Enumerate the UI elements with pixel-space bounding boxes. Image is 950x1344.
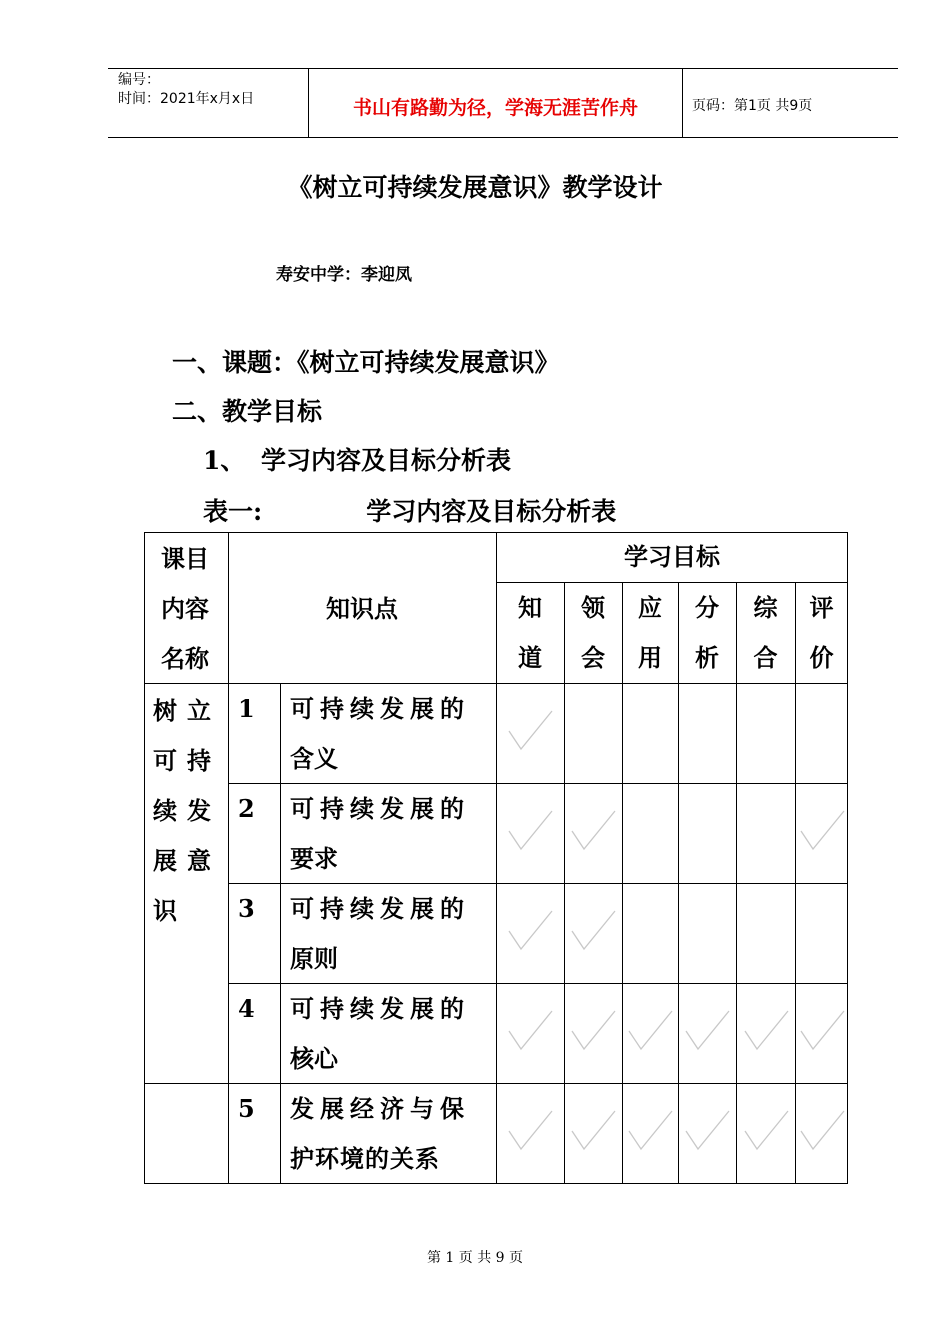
knowledge-point-line: 原则 [290, 944, 338, 973]
checkmark-icon [506, 1007, 554, 1055]
checkmark-icon [798, 1107, 846, 1155]
header-knowledge-point: 知识点 [326, 594, 398, 623]
goal-column-char: 合 [753, 643, 778, 672]
checkmark-icon [798, 1007, 846, 1055]
author-line: 寿安中学：李迎凤 [276, 265, 412, 285]
checkmark-icon [798, 807, 846, 855]
subsection-text: 学习内容及目标分析表 [261, 446, 512, 475]
checkmark-icon [506, 1107, 554, 1155]
checkmark-icon [742, 1007, 790, 1055]
knowledge-point-line: 护环境的关系 [290, 1144, 440, 1173]
header-learning-goals: 学习目标 [624, 542, 720, 571]
knowledge-point-text [290, 1084, 490, 1184]
knowledge-point-line: 核心 [290, 1044, 338, 1073]
checkmark-icon [569, 807, 617, 855]
goal-column-char: 综 [753, 593, 778, 622]
checkmark-icon [626, 1107, 674, 1155]
table-caption-label: 表一: [203, 497, 263, 526]
course-name-line: 树立 [153, 696, 221, 725]
course-name-line: 展意 [153, 846, 221, 875]
knowledge-point-line: 可持续发展的 [290, 994, 470, 1023]
row-number: 3 [238, 894, 255, 923]
row-number: 1 [238, 694, 255, 723]
course-name-line: 可持 [153, 746, 221, 775]
header-motto: 书山有路勤为径，学海无涯苦作舟 [352, 97, 638, 119]
course-name [153, 686, 223, 936]
header-meta [108, 69, 309, 137]
document-title: 《树立可持续发展意识》教学设计 [287, 173, 663, 202]
header-course-line: 课目 [161, 544, 209, 573]
checkmark-icon [506, 707, 554, 755]
goal-column-char: 用 [638, 643, 662, 672]
goal-column-char: 析 [695, 643, 719, 672]
table-caption-text: 学习内容及目标分析表 [366, 497, 617, 526]
time-label: 时间：2021年x月x日 [118, 91, 255, 107]
knowledge-point-line: 含义 [290, 744, 338, 773]
goal-column-header [678, 583, 736, 683]
header-page-cell [682, 69, 898, 137]
knowledge-point-text [290, 784, 490, 884]
knowledge-point-line: 可持续发展的 [290, 694, 470, 723]
knowledge-point-line: 可持续发展的 [290, 794, 470, 823]
goal-column-char: 价 [809, 643, 834, 672]
number-label: 编号： [118, 72, 160, 88]
goal-column-char: 道 [518, 643, 542, 672]
knowledge-point-line: 可持续发展的 [290, 894, 470, 923]
goal-column-char: 分 [695, 593, 719, 622]
goal-analysis-table [144, 532, 848, 1184]
knowledge-point-line: 要求 [290, 844, 338, 873]
knowledge-point-line: 发展经济与保 [290, 1094, 470, 1123]
goal-column-char: 会 [581, 643, 605, 672]
goal-column-header [622, 583, 678, 683]
goal-column-header [496, 583, 564, 683]
row-number: 2 [238, 794, 255, 823]
goal-column-header [795, 583, 848, 683]
course-name-line: 续发 [153, 796, 221, 825]
row-number: 5 [238, 1094, 255, 1123]
goal-column-char: 应 [638, 593, 662, 622]
knowledge-point-text [290, 884, 490, 984]
checkmark-icon [569, 1107, 617, 1155]
header-course-name [158, 534, 212, 684]
checkmark-icon [569, 907, 617, 955]
header-course-line: 内容 [161, 594, 209, 623]
goal-column-char: 知 [518, 593, 542, 622]
checkmark-icon [742, 1107, 790, 1155]
checkmark-icon [683, 1107, 731, 1155]
section-heading-topic: 一、课题：《树立可持续发展意识》 [172, 348, 560, 377]
header-band [108, 68, 898, 138]
header-page-info: 页码：第1页 共9页 [692, 98, 813, 114]
row-number: 4 [238, 994, 255, 1023]
checkmark-icon [506, 907, 554, 955]
checkmark-icon [683, 1007, 731, 1055]
checkmark-icon [506, 807, 554, 855]
subsection-number: 1、 [203, 446, 246, 475]
subsection-heading [203, 441, 511, 477]
header-motto-cell [309, 69, 683, 137]
goal-column-header [736, 583, 795, 683]
goal-column-char: 领 [581, 593, 605, 622]
header-course-line: 名称 [161, 644, 209, 673]
checkmark-icon [626, 1007, 674, 1055]
knowledge-point-text [290, 984, 490, 1084]
goal-column-char: 评 [809, 593, 834, 622]
table-caption [203, 492, 616, 528]
goal-column-header [564, 583, 622, 683]
knowledge-point-text [290, 684, 490, 784]
page-footer: 第 1 页 共 9 页 [426, 1250, 524, 1266]
course-name-line: 识 [153, 896, 187, 925]
section-heading-goals: 二、教学目标 [172, 397, 323, 426]
checkmark-icon [569, 1007, 617, 1055]
